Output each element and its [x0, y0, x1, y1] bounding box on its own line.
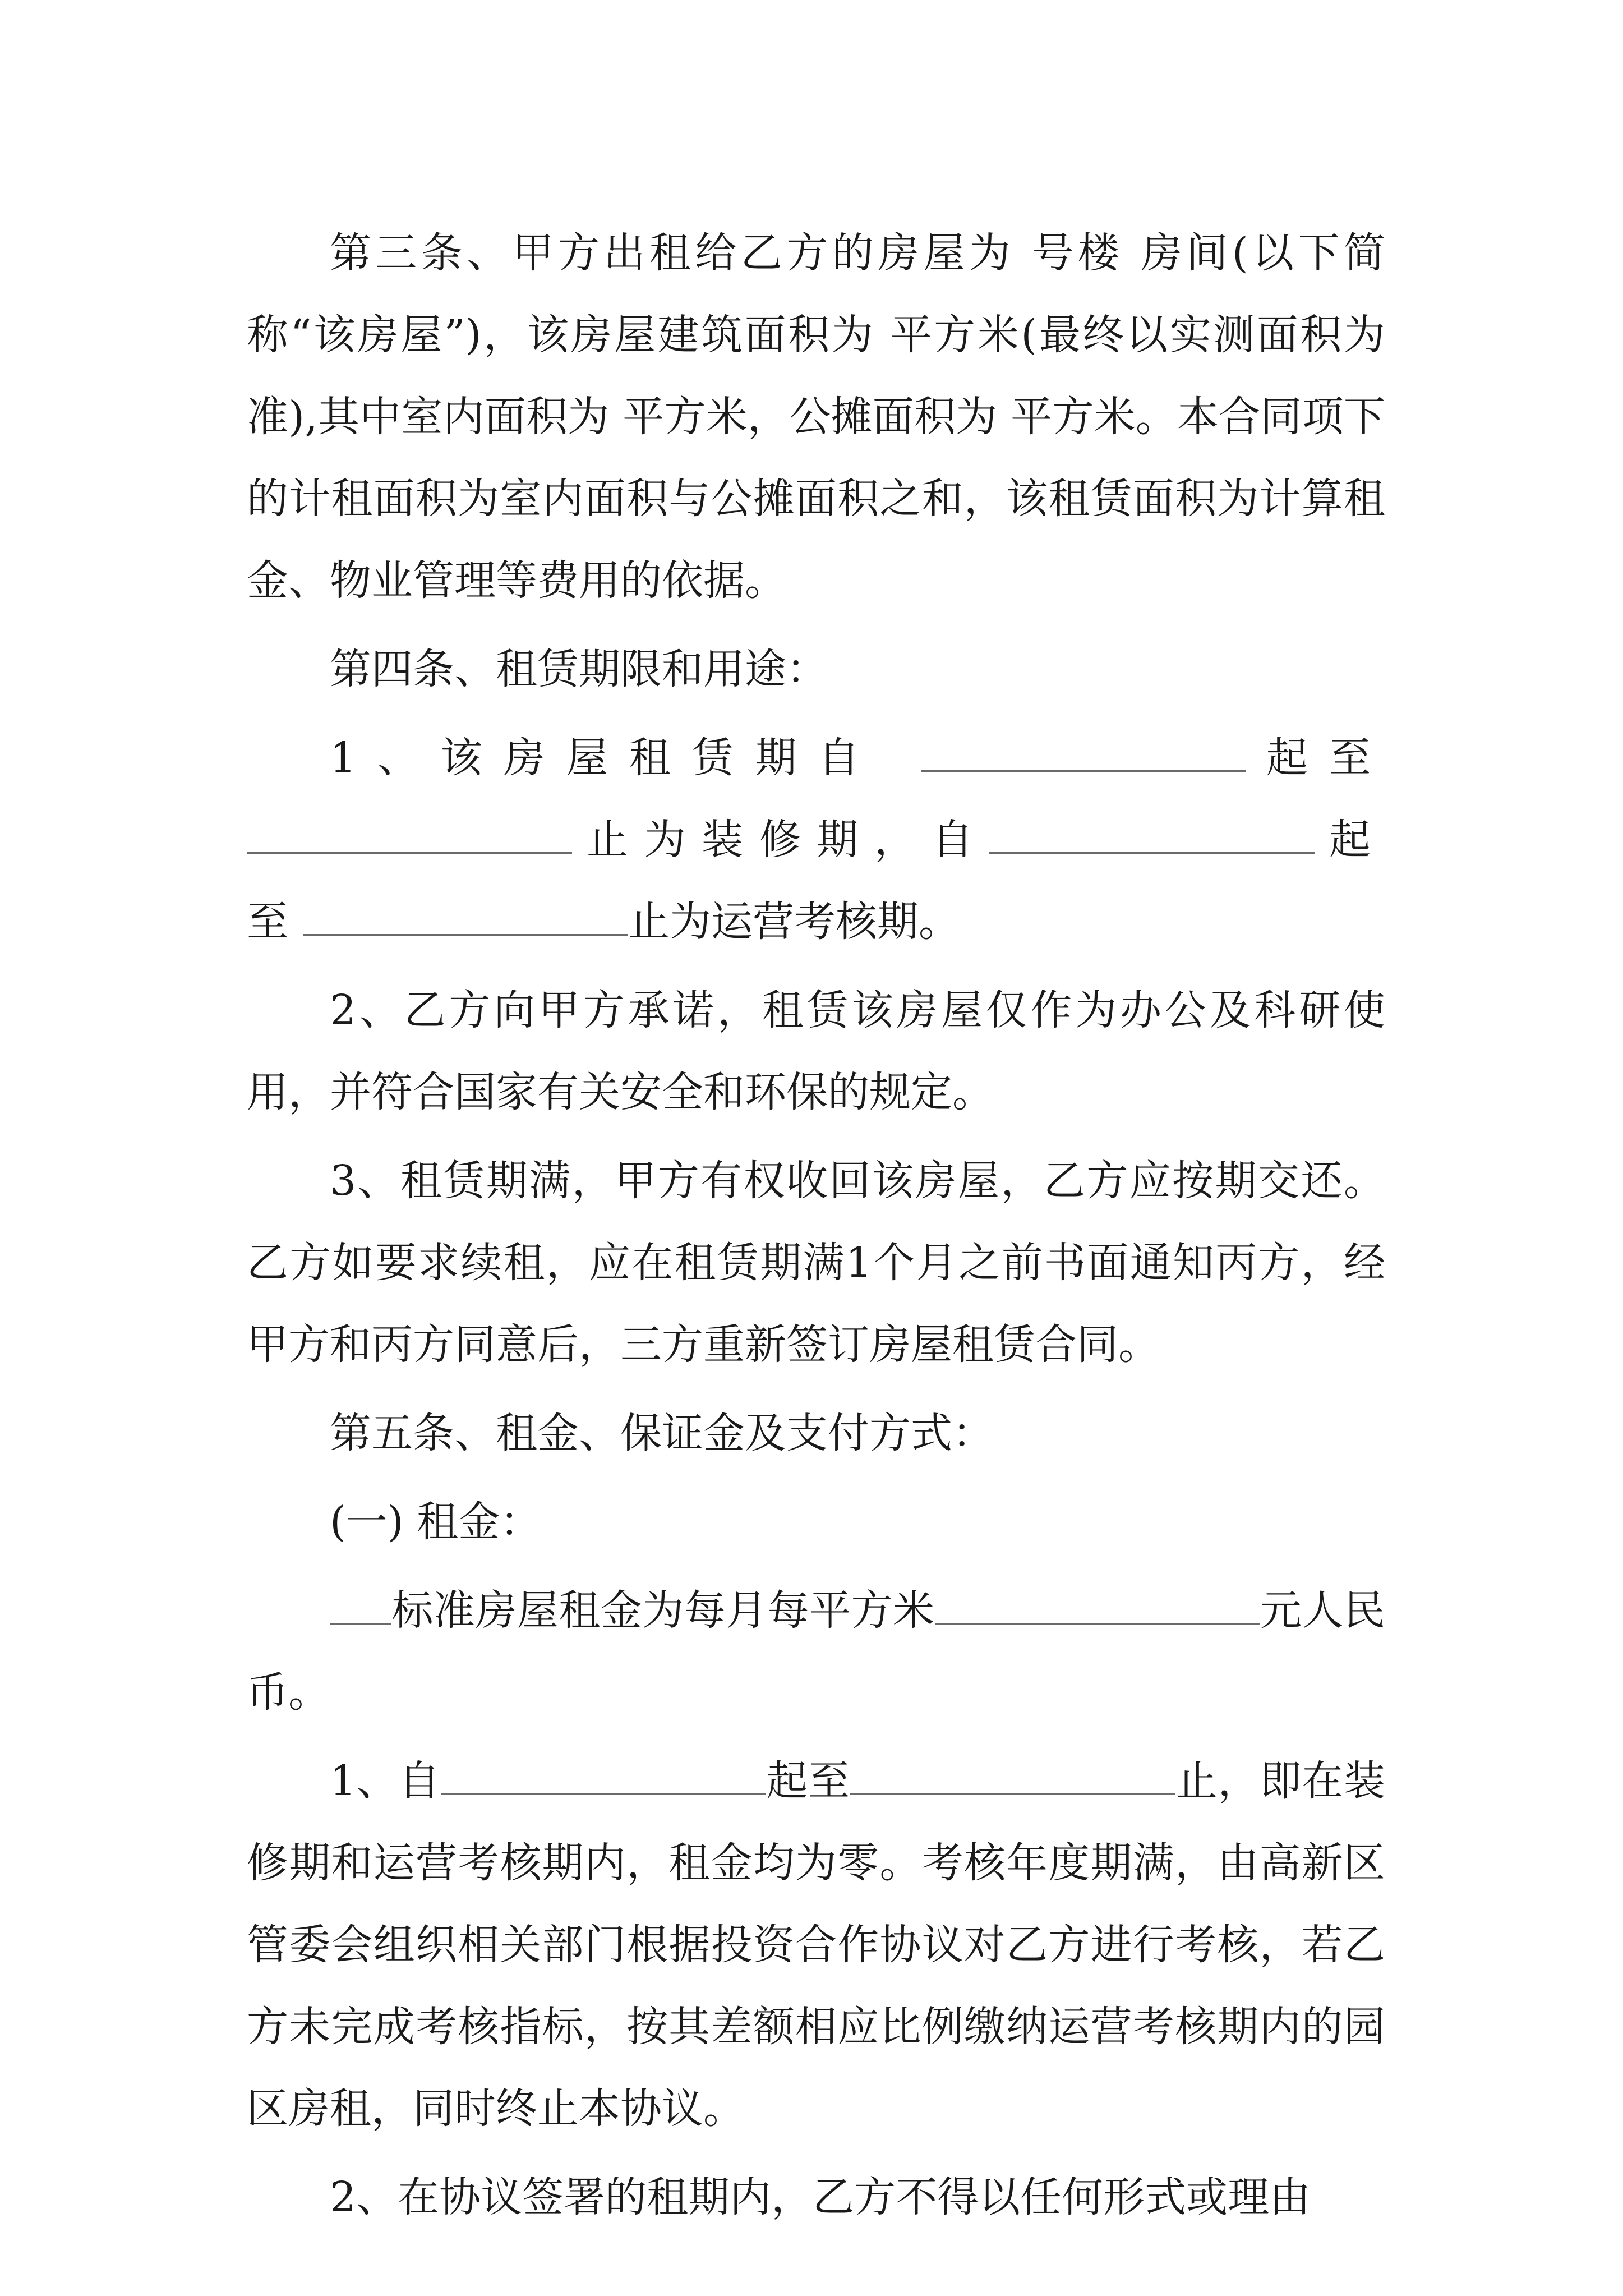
assessment-end-blank [303, 898, 628, 936]
contract-body [247, 212, 1385, 2245]
from-to-label-2: 起至 [247, 816, 1385, 946]
rent-amount-blank [935, 1587, 1260, 1625]
section-1-title: (一) 租金： [330, 1498, 542, 1546]
article-4-item-1 [247, 717, 1385, 963]
rent-standard-text: 标准房屋租金为每月每平方米 [391, 1586, 935, 1635]
article-4-item-2: 2、乙方向甲方承诺，租赁该房屋仅作为办公及科研使用，并符合国家有关安全和环保的规定。 [247, 986, 1385, 1116]
article-5-item-1 [247, 1740, 1385, 2150]
rent-standard-paragraph [247, 1570, 1385, 1733]
decoration-end-blank [247, 816, 572, 854]
article-5-item-2: 2、在协议签署的租期内，乙方不得以任何形式或理由 [330, 2173, 1311, 2221]
free-period-rest: 止，即在装修期和运营考核期内，租金均为零。考核年度期满，由高新区管委会组织相关部门根据投资合作协议对乙方进行考核，若乙方未完成考核指标，按其差额相应比例缴纳运营考核期内的园区房租，同时终止本协议。 [247, 1757, 1386, 2133]
decoration-period-label: 止为装修期，自 [587, 816, 989, 864]
from-to-label-1: 起至 [1266, 734, 1385, 782]
article-4-item-3: 3、租赁期满，甲方有权收回该房屋，乙方应按期交还。乙方如要求续租，应在租赁期满1个月之前书面通知丙方，经甲方和丙方同意后，三方重新签订房屋租赁合同。 [247, 1157, 1385, 1369]
free-period-prefix: 1、自 [330, 1757, 441, 1805]
free-period-end-blank [850, 1757, 1175, 1795]
free-period-start-blank [441, 1757, 766, 1795]
article-3-paragraph: 第三条、甲方出租给乙方的房屋为 号楼 房间(以下简称“该房屋”)，该房屋建筑面积为 平方米(最终以实测面积为准),其中室内面积为 平方米，公摊面积为 平方米。本合同项下的计租面积为室内面积与公摊面积之和，该租赁面积为计算租金、物业管理等费用的依据。 [247, 229, 1385, 605]
article-5-title: 第五条、租金、保证金及支付方式： [330, 1409, 994, 1457]
assessment-start-blank [989, 816, 1315, 854]
rent-unit-text: 元人民币。 [247, 1586, 1386, 1717]
lease-term-prefix: 1、该房屋租赁期自 [330, 734, 881, 782]
assessment-period-label: 止为运营考核期。 [628, 898, 960, 946]
free-period-mid: 起至 [766, 1757, 850, 1805]
decoration-start-blank [921, 734, 1246, 772]
house-type-blank [330, 1587, 391, 1625]
article-4-title: 第四条、租赁期限和用途： [330, 645, 828, 693]
